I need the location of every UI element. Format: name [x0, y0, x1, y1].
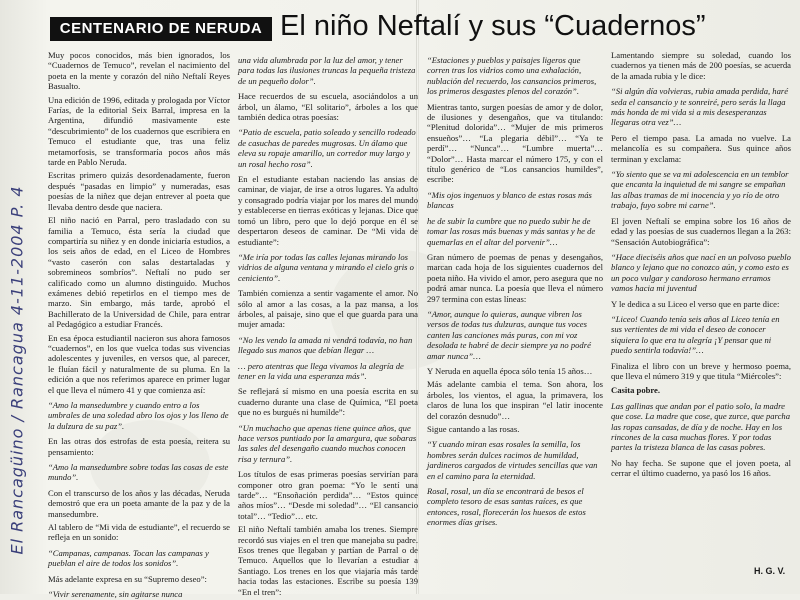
- paragraph: Mientras tanto, surgen poesías de amor y de dolor, de ilusiones y desengaños, que va titulando: “Plenitud dolorida”… “Mujer de mis primeros ensueños”… “La plegaria débil”… “Ya te perdí”… “Nunca”… “Lumbre muerta”… “Dolor”… Hasta marcar el número 175, y con el título genérico de “Los cansancios humildes”, escribe:: [427, 101, 603, 185]
- paragraph: Pero el tiempo pasa. La amada no vuelve. La melancolía es su compañera. Sus quince años terminan y exclama:: [611, 132, 791, 164]
- verse-quote: “Amor, aunque lo quieras, aunque vibren los versos de todas tus dulzuras, aunque tus voces canten las canciones más puras, con mi voz desolada te habré de decir siempre ya no podré amar nunca”…: [427, 308, 591, 361]
- verse-quote: “Si algún día volvieras, rubia amada perdida, haré seda el cansancio y te sonreiré, pero serás la llaga más honda de mi vida si a mis desesperanzas llegaras otra vez”…: [611, 86, 789, 128]
- section-badge: CENTENARIO DE NERUDA: [50, 17, 272, 41]
- paragraph: Se reflejará sí mismo en una poesía escrita en su cuaderno durante una clase de Química, “El poeta que no es burgués ni humilde”:: [238, 386, 418, 418]
- paragraph: Una edición de 1996, editada y prologada por Víctor Farías, de la editorial Seix Barral, impresa en la Argentina, difundió masivamente este “descubrimiento” de los cuadernos que escribiera en Temuco el estudiante que, tras una feliz metamorfosis, se transformaría pocos años más tarde en Pablo Neruda.: [48, 94, 230, 168]
- paragraph: Gran número de poemas de penas y desengaños, marcan cada hoja de los siguientes cuadernos del poeta niño. Ha vivido el amor, pero asegura que no podrá amar nunca. La poesía que lleva el número 297 termina con estas líneas:: [427, 251, 603, 304]
- verse-quote: “Vivir serenamente, sin agitarse nunca: [48, 589, 183, 600]
- paragraph: Los títulos de esas primeras poesías servirían para componer otro gran poema: “Yo le sentí una tarde”… “Ensoñación perdida”… “Estos quince años míos”… “Desde mi soledad”… “El cansancio total”… “Tedio”… etc.: [238, 469, 418, 521]
- verse-quote: … pero atentras que llega vivamos la alegría de tener en la vida una esperanza más”.: [238, 360, 404, 381]
- paragraph: Hace recuerdos de su escuela, asociándolos a un árbol, un álamo, “El solitario”, árboles a los que también dedica otras poesías:: [238, 91, 418, 123]
- paragraph: No hay fecha. Se supone que el joven poeta, al cerrar el último cuaderno, ya pasó los 16 años.: [611, 457, 791, 479]
- paragraph: También comienza a sentir vagamente el amor. No sólo al amor a las cosas, a la paz mansa, a los árboles, al paisaje, sino que el que guarda para una mujer amada:: [238, 288, 418, 330]
- article-headline: El niño Neftalí y sus “Cuadernos”: [280, 10, 706, 42]
- article-column-3: [427, 50, 603, 578]
- handwritten-annotation: [2, 150, 32, 590]
- verse-quote: Rosal, rosal, un día se encontrará de besos el completo tesoro de esas santas raíces, es que entonces, rosal, florecerán los huesos de estos enormes días grises.: [427, 486, 586, 528]
- author-signature: H. G. V.: [754, 566, 786, 576]
- paragraph: En el estudiante estaban naciendo las ansias de caminar, de viajar, de irse a otros lugares. Ya adulto y consagrado podría viajar por los mares del mundo y establecerse en tierras exóticas y lejanas. Dice que tomó un libro, pero que lo dejó porque en él se despertaron deseos de caminar. De “Mi vida de estudiante”:: [238, 174, 418, 247]
- handwritten-annotation-text: El Rancagüino / Rancagua 4-11-2004 P. 4: [7, 185, 27, 555]
- verse-quote: “No les vendo la amada ni vendrá todavía, no han llegado sus manos que debían llegar …: [238, 334, 413, 356]
- paragraph: Más adelante expresa en su “Supremo deseo”:: [48, 573, 207, 584]
- verse-quote: “Me iría por todas las calles lejanas mirando los vidrios de alguna ventana y mirando el cielo gris o ceniciento”.: [238, 251, 414, 283]
- verse-quote: “Un muchacho que apenas tiene quince años, que hace versos puntiado por la amargura, que sobaras las sales del desengaño cuando muchos conocen risa y ternura”.: [238, 422, 417, 464]
- paragraph: El niño nació en Parral, pero trasladado con su familia a Temuco, ésta sería la ciudad que compartiría su niñez y en donde iniciaría estudios, a los seis años de edad, en el Liceo de Hombres “vasto caserón con salas destartaladas y sobremineos sombríos”. Neftalí no pudo ser calificado como un alumno distinguido. Muchos exámenes debió repetirlos en el tiempo mes de marzo. Sin embargo, más tarde, aprobó el Bachillerato de la Universidad de Chile, para entrar al Pedagógico a estudiar Francés.: [48, 215, 230, 330]
- article-column-1: [48, 50, 230, 600]
- poem-title: Casita pobre.: [611, 385, 661, 396]
- paragraph: Muy pocos conocidos, más bien ignorados, los “Cuadernos de Temuco”, revelan el nacimiento del poeta en la mente y corazón del niño Neftalí Reyes Basualto.: [48, 50, 230, 92]
- verse-quote: “Yo siento que se va mi adolescencia en un temblor que encanta la inquietud de mi sangre se empañan las albas tramas de mi inocencia y yo río de otro trabajo, fuyo sobre mi carne”.: [611, 169, 789, 211]
- paragraph: En las otras dos estrofas de esta poesía, reitera su pensamiento:: [48, 436, 230, 457]
- paragraph: Y le dedica a su Liceo el verso que en parte dice:: [611, 298, 780, 309]
- paragraph: Más adelante cambia el tema. Son ahora, los árboles, los vientos, el agua, la primavera, los claros de luna los que inspiran “el latir inocente del corazón desnudo”…: [427, 379, 603, 421]
- verse-quote: “Amo la mansedumbre sobre todas las cosas de este mundo”.: [48, 462, 229, 483]
- paragraph: Al tablero de “Mi vida de estudiante”, el recuerdo se refleja en un sonido:: [48, 522, 230, 543]
- article-column-4: [611, 50, 791, 578]
- paragraph: Con el transcurso de los años y las décadas, Neruda demostró que era un poeta amante de la paz y de la mansedumbre.: [48, 487, 230, 519]
- verse-quote: Las gallinas que andan por el patio solo, la madre que cose. La madre que cose, que zurce, que parcha las ropas cansadas, de día y de noche. Hay en los rincones de la casa muchas flores. Y por todas partes la tristeza blanca de las casas pobres.: [611, 400, 790, 453]
- paragraph: Sigue cantando a las rosas.: [427, 424, 520, 434]
- verse-quote: “Y cuando miran esas rosales la semilla, los hombres serán dulces racimos de humildad, jardineros cargados de virtudes sencillas que van en el camino para la eternidad.: [427, 439, 598, 481]
- paragraph: El joven Neftalí se empina sobre los 16 años de edad y las poesías de sus cuadernos llegan a la 263: “Sensación Autobiográfica”:: [611, 215, 791, 247]
- paragraph: En esa época estudiantil nacieron sus ahora famosos “cuadernos”, en los que vuelca todas sus vivencias adolescentes y juveniles, en versos que, al parecer, le fluían fácil y naturalmente de su pluma. En la edición a que nos referimos aparece en primer lugar el que lleva el número 41 y que comienza así:: [48, 332, 230, 395]
- verse-quote: “Mis ojos ingenuos y blanco de estas rosas más blancas: [427, 189, 592, 211]
- verse-quote: “Estaciones y pueblos y paisajes ligeros que corren tras los vidrios como una exhalación, nublación del recuerdo, los cansancios primeros, los primeros desgastes plenos del corazón”.: [427, 55, 597, 97]
- article-column-2: [238, 50, 418, 597]
- verse-quote: una vida alumbrada por la luz del amor, y tener para todas las ilusiones truncas la pequeña tristeza de un pequeño dolor”.: [238, 55, 416, 86]
- verse-quote: “Patio de escuela, patio soleado y sencillo rodeado de casuchas de paredes mugrosas. Un álamo que eleva su ropaje amarillo, un corredor muy largo y un rosal hecho rosa”.: [238, 127, 416, 169]
- paragraph: Escritas primero quizás desordenadamente, fueron después “pasadas en limpio” y numeradas, esas poesías de la niñez que dejan entrever al poeta que llevaba dentro desde que naciera.: [48, 170, 230, 212]
- paragraph: Lamentando siempre su soledad, cuando los cuadernos ya tienen más de 200 poesías, se acuerda de la amada rubia y le dice:: [611, 50, 791, 81]
- paragraph: El niño Neftalí también amaba los trenes. Siempre recordó sus viajes en el tren que manejaba su padre. Esos trenes que llegaban y partían de Parral o de Temuco. Aquellos que lo llevarían a estudiar a Santiago. Los trenes en los que viajaría más tarde hacia todas las estaciones. Escribe su poesía 139 “En el tren”:: [238, 524, 418, 597]
- verse-quote: “Hace dieciséis años que nací en un polvoso pueblo blanco y lejano que no conozco aún, y como esto es un poco vulgar y candoroso hermano erramos vamos hacia mi juventud: [611, 251, 791, 294]
- verse-quote: “Amo la mansedumbre y cuando entro a los umbrales de una soledad abro los ojos y los lleno de la dulzura de su paz”.: [48, 400, 229, 431]
- verse-quote: “Liceo! Cuando tenía seis años al Liceo tenía en sus vertientes de mi vida el deseo de conocer siquiera lo que era tu alegría ¡Y pensar que ni puedo sentirla todavía!”…: [611, 313, 780, 356]
- verse-quote: he de subir la cumbre que no puedo subir he de tomar las rosas más buenas y más santas y he de quemarlas en el altar del porvenir”…: [427, 215, 596, 247]
- verse-quote: “Campanas, campanas. Tocan las campanas y pueblan el aire de todos los sonidos”.: [48, 547, 209, 569]
- paragraph: Finaliza el libro con un breve y hermoso poema, que lleva el número 319 y que titula “Miércoles”:: [611, 360, 791, 381]
- paragraph: Y Neruda en aquella época sólo tenía 15 años…: [427, 365, 593, 376]
